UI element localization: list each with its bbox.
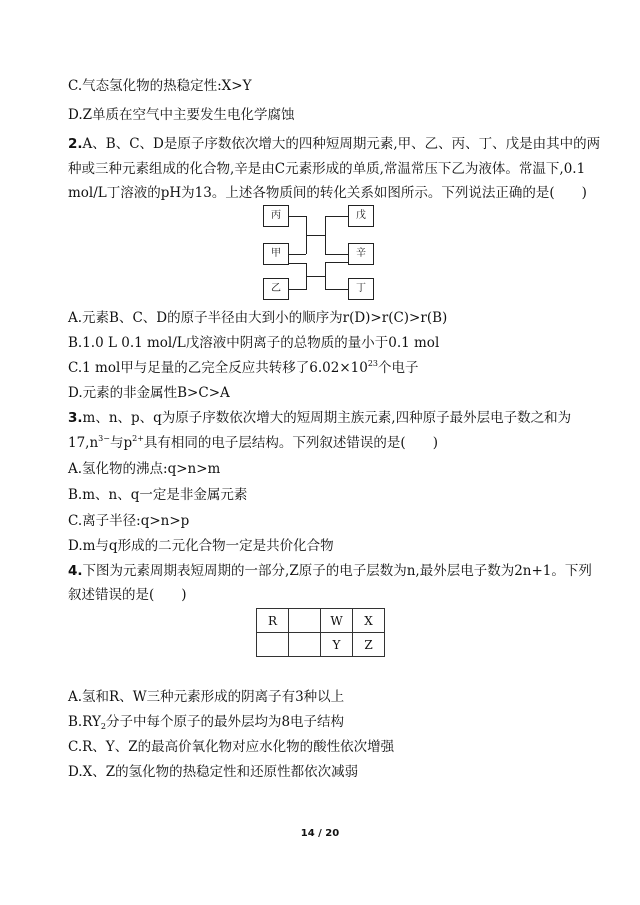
table-row [257, 609, 385, 633]
connector-line [325, 216, 348, 217]
connector-line [325, 216, 326, 254]
option-line: D.Z单质在空气中主要发生电化学腐蚀 [68, 107, 295, 123]
question-2-stem: mol/L丁溶液的pH为13。上述各物质间的转化关系如图所示。下列说法正确的是( ) [68, 185, 587, 201]
page-number: 14 / 20 [300, 828, 340, 839]
question-text: 下图为元素周期表短周期的一部分,Z原子的电子层数为n,最外层电子数为2n+1。下列 [82, 563, 592, 579]
option-line: B.1.0 L 0.1 mol/L戊溶液中阴离子的总物质的量小于0.1 mol [68, 335, 440, 351]
option-line: D.元素的非金属性B>C>A [68, 385, 230, 401]
option-line: C.离子半径:q>n>p [68, 513, 190, 529]
option-line: D.X、Z的氢化物的热稳定性和还原性都依次减弱 [68, 764, 359, 780]
connector-line [325, 262, 326, 290]
question-4-stem: 叙述错误的是( ) [68, 587, 187, 603]
table-cell: W [321, 609, 353, 633]
option-line: C.气态氢化物的热稳定性:X>Y [68, 78, 252, 94]
question-2-stem: 种或三种元素组成的化合物,辛是由C元素形成的单质,常温常压下乙为液体。常温下,0.1 [68, 161, 586, 177]
table-cell [289, 609, 321, 633]
table-cell: R [257, 609, 289, 633]
box-ding: 丁 [348, 278, 374, 300]
question-text: A、B、C、D是原子序数依次增大的四种短周期元素,甲、乙、丙、丁、戊是由其中的两 [82, 136, 601, 152]
question-2-stem [68, 135, 600, 153]
option-line: D.m与q形成的二元化合物一定是共价化合物 [68, 538, 334, 554]
table-cell: Z [353, 633, 385, 657]
table-cell: Y [321, 633, 353, 657]
box-wu: 戊 [348, 205, 374, 227]
question-number: 4. [68, 563, 83, 579]
conversion-diagram [263, 202, 383, 302]
connector-line [325, 289, 348, 290]
box-yi: 乙 [263, 278, 289, 300]
question-4-stem [68, 562, 592, 580]
table-cell [257, 633, 289, 657]
periodic-table-fragment [256, 608, 385, 657]
table-cell: X [353, 609, 385, 633]
connector-line [289, 216, 306, 217]
box-xin: 辛 [348, 243, 374, 265]
table-cell [289, 633, 321, 657]
table-row [257, 633, 385, 657]
option-line: C.R、Y、Z的最高价氧化物对应水化物的酸性依次增强 [68, 739, 395, 755]
connector-line [306, 235, 325, 236]
option-line: A.氢和R、W三种元素形成的阴离子有3种以上 [68, 689, 345, 705]
connector-line [325, 254, 348, 255]
option-line: $B.RY_2$分子中每个原子的最外层均为8电子结构 [68, 714, 345, 731]
question-3-stem [68, 409, 571, 427]
option-line: B.m、n、q一定是非金属元素 [68, 487, 248, 503]
box-bing: 丙 [263, 205, 289, 227]
option-line: C.1 mol甲与足量的乙完全反应共转移了$6.02\times 10^{23}$个电子 [68, 359, 419, 376]
connector-line [289, 263, 306, 264]
connector-line [289, 254, 306, 255]
connector-line [289, 289, 306, 290]
connector-line [306, 276, 325, 277]
question-number: 2. [68, 136, 83, 152]
question-text: m、n、p、q为原子序数依次增大的短周期主族元素,四种原子最外层电子数之和为 [82, 410, 572, 426]
connector-line [325, 262, 348, 263]
option-line: A.氢化物的沸点:q>n>m [68, 461, 221, 477]
option-line: A.元素B、C、D的原子半径由大到小的顺序为r(D)>r(C)>r(B) [68, 310, 448, 326]
question-number: 3. [68, 410, 83, 426]
box-jia: 甲 [263, 243, 289, 265]
question-3-stem: $17,n^{3-}$与$p^{2+}$具有相同的电子层结构。下列叙述错误的是( ) [68, 434, 438, 451]
